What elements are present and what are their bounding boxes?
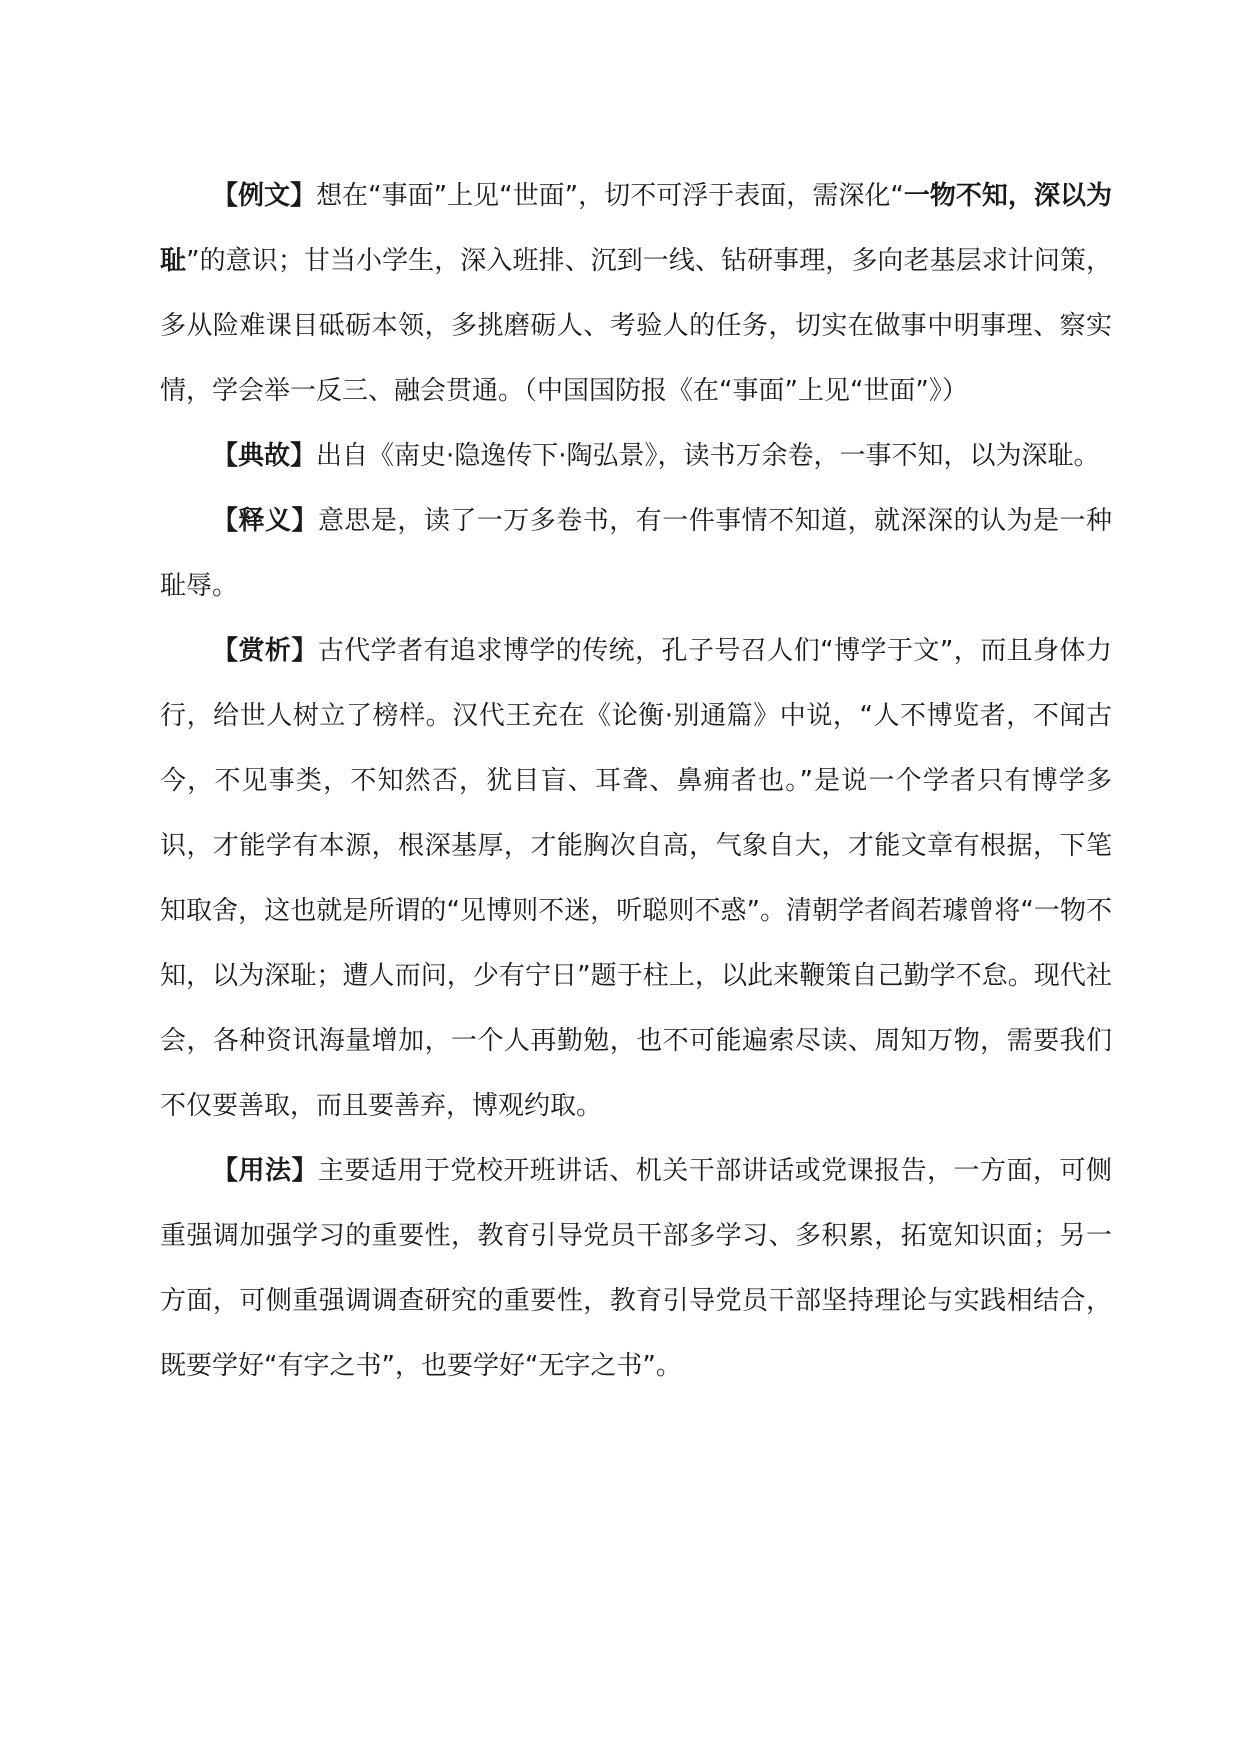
allusion-paragraph [160,424,1112,489]
meaning-text: 意思是，读了一万多卷书，有一件事情不知道，就深深的认为是一种耻辱。 [160,506,1112,601]
usage-paragraph [160,1139,1112,1399]
example-paragraph [160,164,1112,424]
meaning-tag: 【释义】 [212,506,318,536]
meaning-paragraph [160,489,1112,619]
example-tag: 【例文】 [212,181,317,211]
document-page [160,164,1112,1399]
example-bold-quote: 一物不知，深以为耻 [160,181,1112,276]
appreciation-text: 古代学者有追求博学的传统，孔子号召人们“博学于文”，而且身体力行，给世人树立了榜样。汉代王充在《论衡·别通篇》中说，“人不博览者，不闻古今，不见事类，不知然否，犹目盲、耳聋、鼻痈者也。”是说一个学者只有博学多识，才能学有本源，根深基厚，才能胸次自高，气象自大，才能文章有根据，下笔知取舍，这也就是所谓的“见博则不迷，听聪则不惑”。清朝学者阎若璩曾将“一物不知，以为深耻；遭人而问，少有宁日”题于柱上，以此来鞭策自己勤学不怠。现代社会，各种资讯海量增加，一个人再勤勉，也不可能遍索尽读、周知万物，需要我们不仅要善取，而且要善弃，博观约取。 [160,636,1112,1121]
allusion-tag: 【典故】 [212,441,317,471]
example-text-2: ”的意识；甘当小学生，深入班排、沉到一线、钻研事理，多向老基层求计问策，多从险难课目砥砺本领，多挑磨砺人、考验人的任务，切实在做事中明事理、察实情，学会举一反三、融会贯通。（中国国防报《在“事面”上见“世面”》） [160,246,1112,406]
appreciation-tag: 【赏析】 [212,636,318,666]
appreciation-paragraph [160,619,1112,1139]
usage-tag: 【用法】 [212,1156,318,1186]
allusion-text: 出自《南史·隐逸传下·陶弘景》，读书万余卷，一事不知，以为深耻。 [316,441,1100,471]
example-text-1: 想在“事面”上见“世面”，切不可浮于表面，需深化“ [316,181,904,211]
usage-text: 主要适用于党校开班讲话、机关干部讲话或党课报告，一方面，可侧重强调加强学习的重要性，教育引导党员干部多学习、多积累，拓宽知识面；另一方面，可侧重强调调查研究的重要性，教育引导党员干部坚持理论与实践相结合，既要学好“有字之书”，也要学好“无字之书”。 [160,1156,1112,1381]
